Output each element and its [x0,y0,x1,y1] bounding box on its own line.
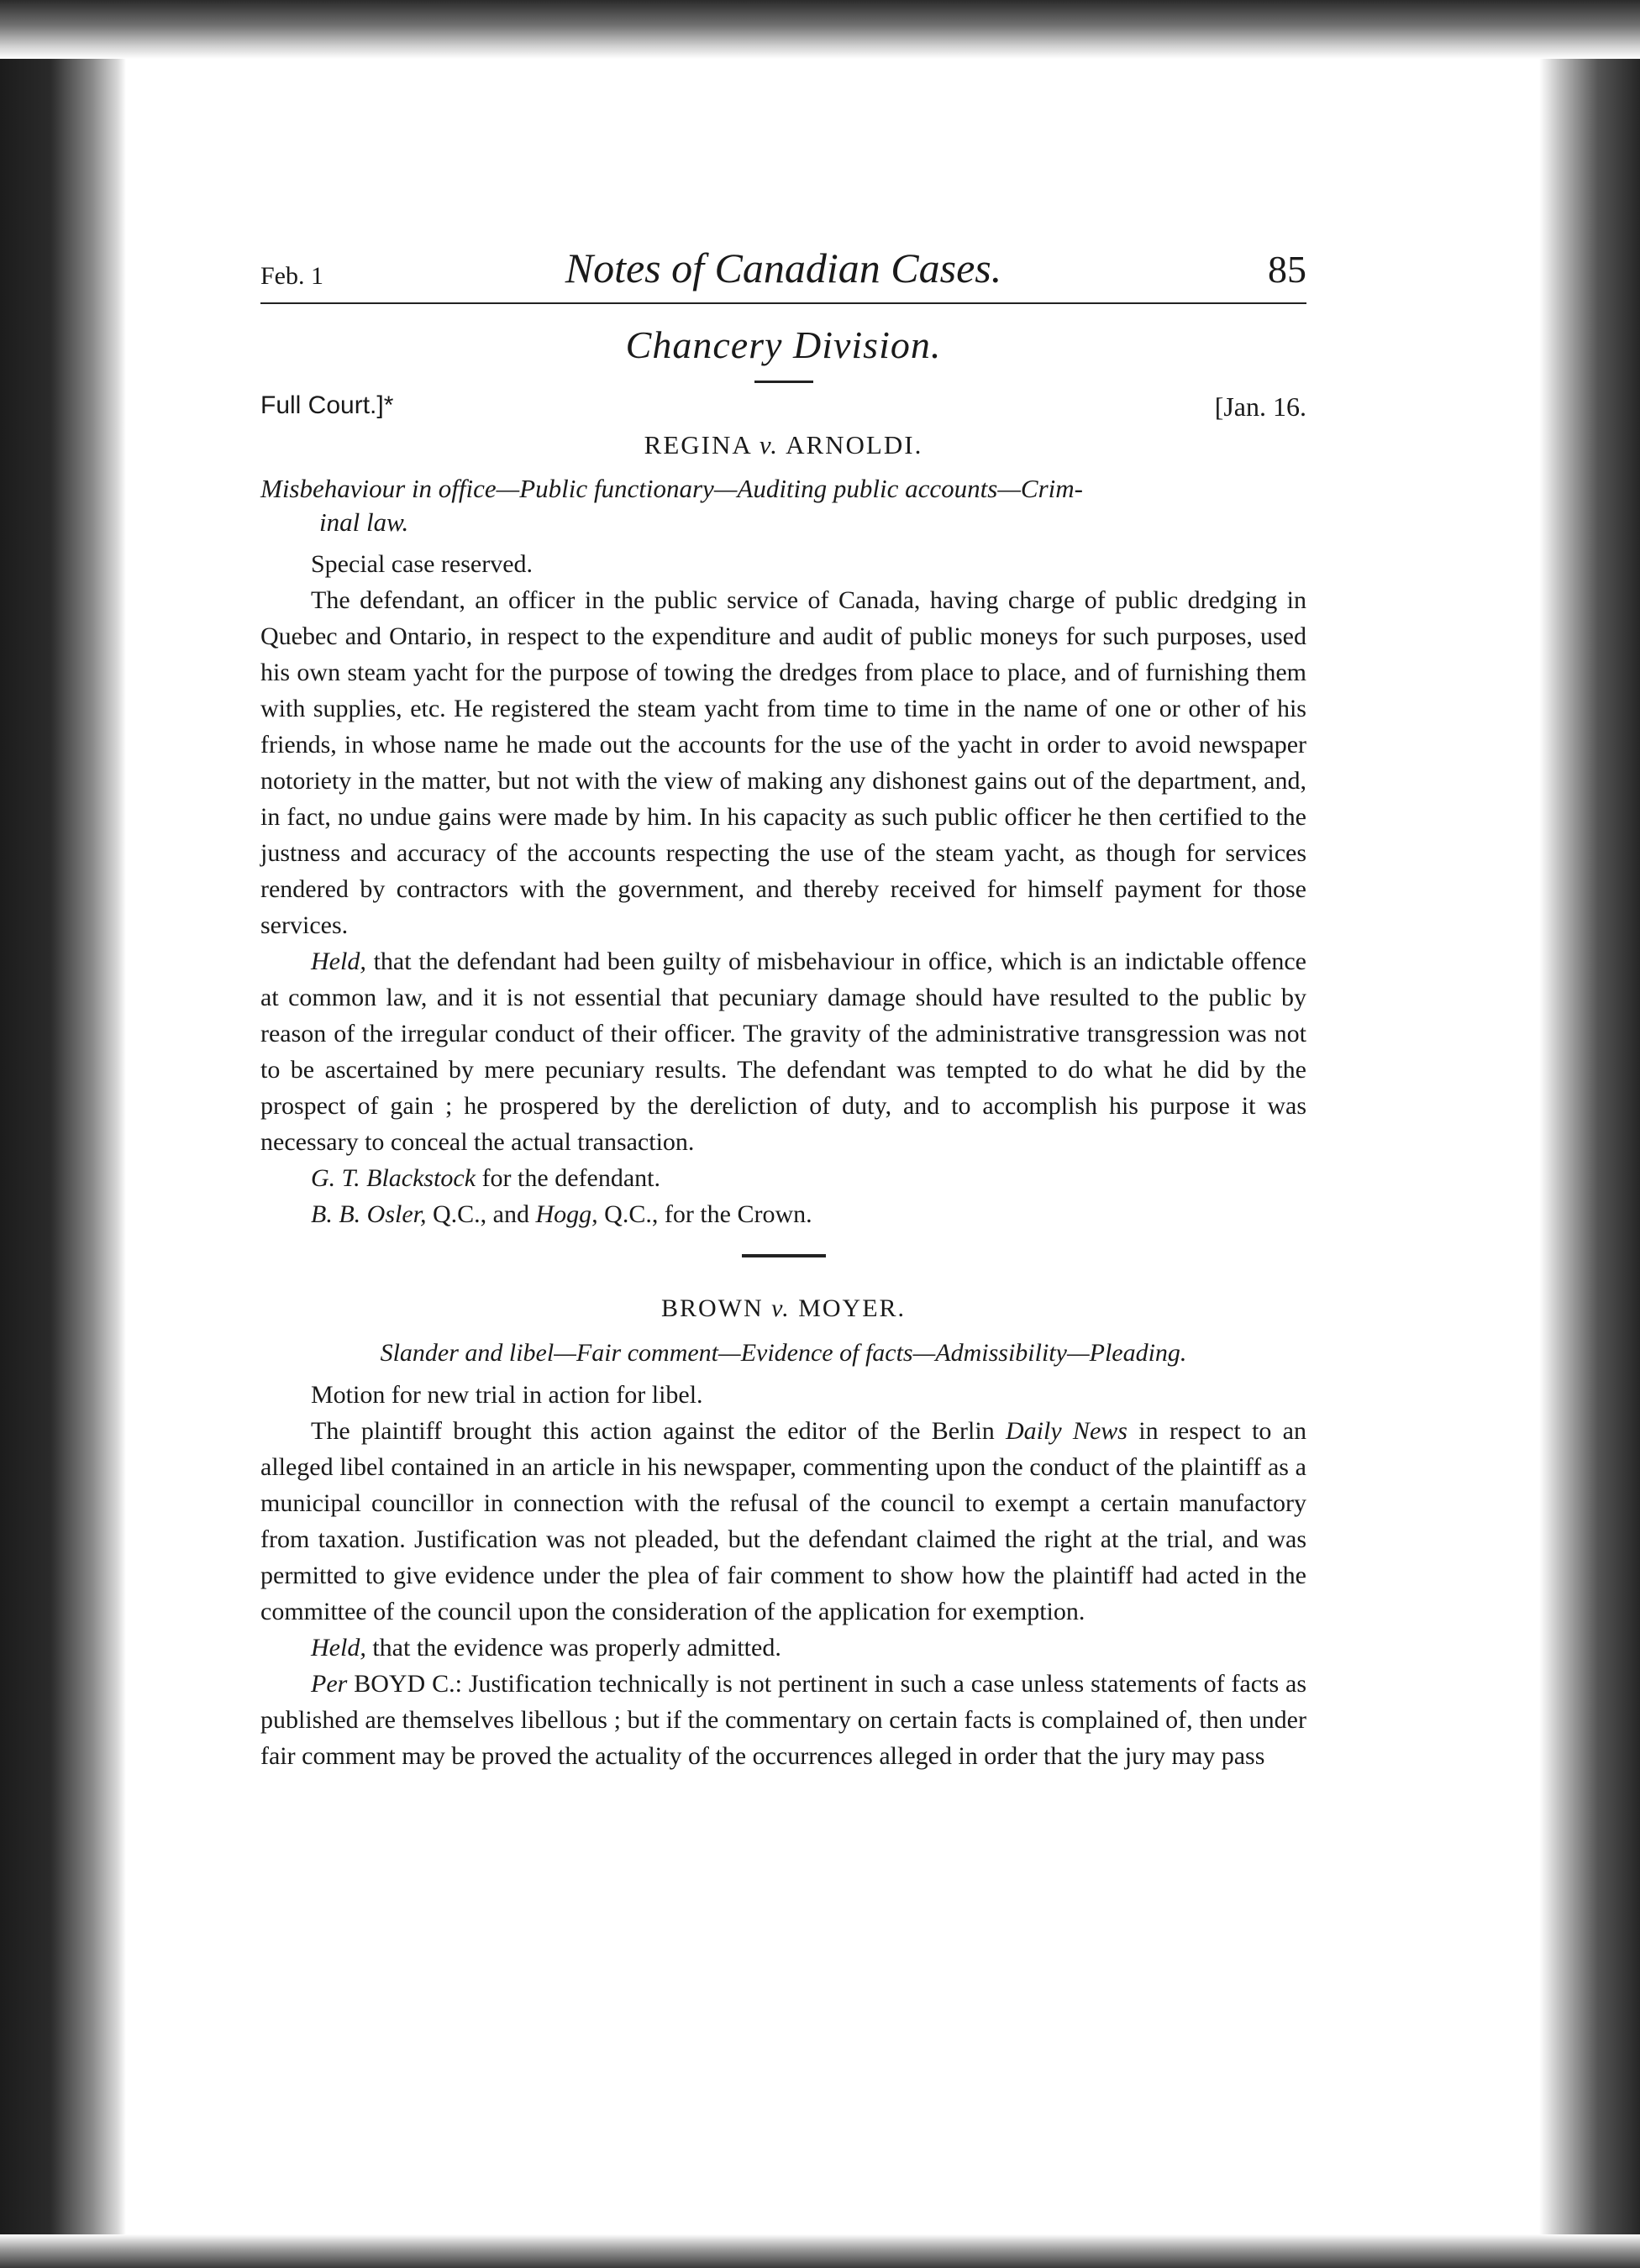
counsel-mid: Q.C., and [426,1200,536,1228]
case1-versus: v. [759,430,780,459]
case2-held-text: that the evidence was properly admitted. [365,1634,781,1662]
case1-counsel-line [260,1196,1306,1232]
case1-court-row [260,391,1306,430]
case2-per-lead: Per [311,1670,348,1698]
case2-held-lead: Held, [311,1634,366,1662]
case1-held [260,943,1306,1160]
case1-title [260,430,1306,460]
page-number: 85 [1268,248,1306,291]
case2-held [260,1630,1306,1666]
case1-counsel-line [260,1160,1306,1196]
running-head [260,244,1306,304]
scan-border-bottom [0,2234,1640,2268]
division-heading: Chancery Division. [625,323,942,366]
case1-party-right: ARNOLDI. [786,430,923,459]
divider-short [754,381,813,383]
case1-headnote-line2: inal law. [319,507,409,537]
case1-paragraph: The defendant, an officer in the public service of Canada, having charge of public dredging in Quebec and Ontario, in respect to the expenditure and audit of public moneys for such purposes, used his own steam yacht for the purpose of towing the dredges from place to place, and of furnishing them with supplies, etc. He registered the steam yacht from time to time in the name of one or other of his friends, in whose name he made out the accounts for the use of the yacht in order to avoid newspaper notoriety in the matter, but not with the view of making any dishonest gains out of the department, and, in fact, no undue gains were made by him. In his capacity as such public officer he then certified to the justness and accuracy of the accounts respecting the use of the steam yacht, as though for services rendered by contractors with the government, and thereby received for himself payment for those services. [260,586,1306,939]
counsel-name: Hogg, [535,1200,598,1228]
case2-title [260,1294,1306,1323]
case2-versus: v. [771,1294,791,1322]
scan-border-left [0,0,126,2268]
case1-court: Full Court.]* [260,391,394,419]
case2-party-left: BROWN [660,1294,764,1322]
counsel-name: G. T. Blackstock [311,1164,476,1192]
case1-held-lead: Held, [311,948,366,975]
case2-headnote: Slander and libel—Fair comment—Evidence of facts—Admissibility—Pleading. [380,1339,1187,1367]
case2-newspaper-name: Daily News [1006,1417,1128,1445]
case1-date: [Jan. 16. [1214,391,1306,422]
case2-paragraph [260,1413,1306,1630]
case2-paragraph: Motion for new trial in action for libel. [311,1381,703,1409]
counsel-rest: Q.C., for the Crown. [597,1200,812,1228]
page-content [260,244,1306,1774]
case2-per-text: Justification technically is not pertinent in such a case unless statements of facts as published are themselves libellous ; but if the commentary on certain facts is complained of, then under fair comment may be proved the actuality of the occurrences alleged in order that the jury may pass [260,1670,1306,1770]
case2-judge: BOYD C.: [354,1670,462,1698]
case2-per [260,1666,1306,1774]
header-date: Feb. 1 [260,262,323,290]
case1-paragraph: Special case reserved. [311,550,534,578]
counsel-rest: for the defendant. [476,1164,660,1192]
case1-party-left: REGINA [644,430,752,459]
case2-para2-b: in respect to an alleged libel contained in an article in his newspaper, commenting upon the conduct of the plaintiff as a municipal councillor in connection with the refusal of the council to exempt a certain manufactory from taxation. Justification was not pleaded, but the defendant claimed the right at the trial, and was permitted to give evidence under the plea of fair comment to show how the plaintiff had acted in the committee of the council upon the consideration of the application for exemption. [260,1417,1306,1625]
case1-headnote-line1: Misbehaviour in office—Public functionary—Auditing public accounts—Crim- [260,474,1083,503]
divider-mid [742,1254,826,1257]
scan-border-right [1539,0,1640,2268]
scan-border-top [0,0,1640,59]
case1-headnote [260,472,1306,539]
case1-held-text: that the defendant had been guilty of misbehaviour in office, which is an indictable offence at common law, and it is not essential that pecuniary damage should have resulted to the public by reason of the irregular conduct of their officer. The gravity of the administrative transgression was not to be ascertained by mere pecuniary results. The defendant was tempted to do what he did by the prospect of gain ; he prospered by the dereliction of duty, and to accomplish his purpose it was necessary to conceal the actual transaction. [260,948,1306,1156]
header-title: Notes of Canadian Cases. [565,244,1002,291]
counsel-name: B. B. Osler, [311,1200,427,1228]
case2-party-right: MOYER. [798,1294,907,1322]
case2-para2-a: The plaintiff brought this action against the editor of the Berlin [311,1417,1006,1445]
